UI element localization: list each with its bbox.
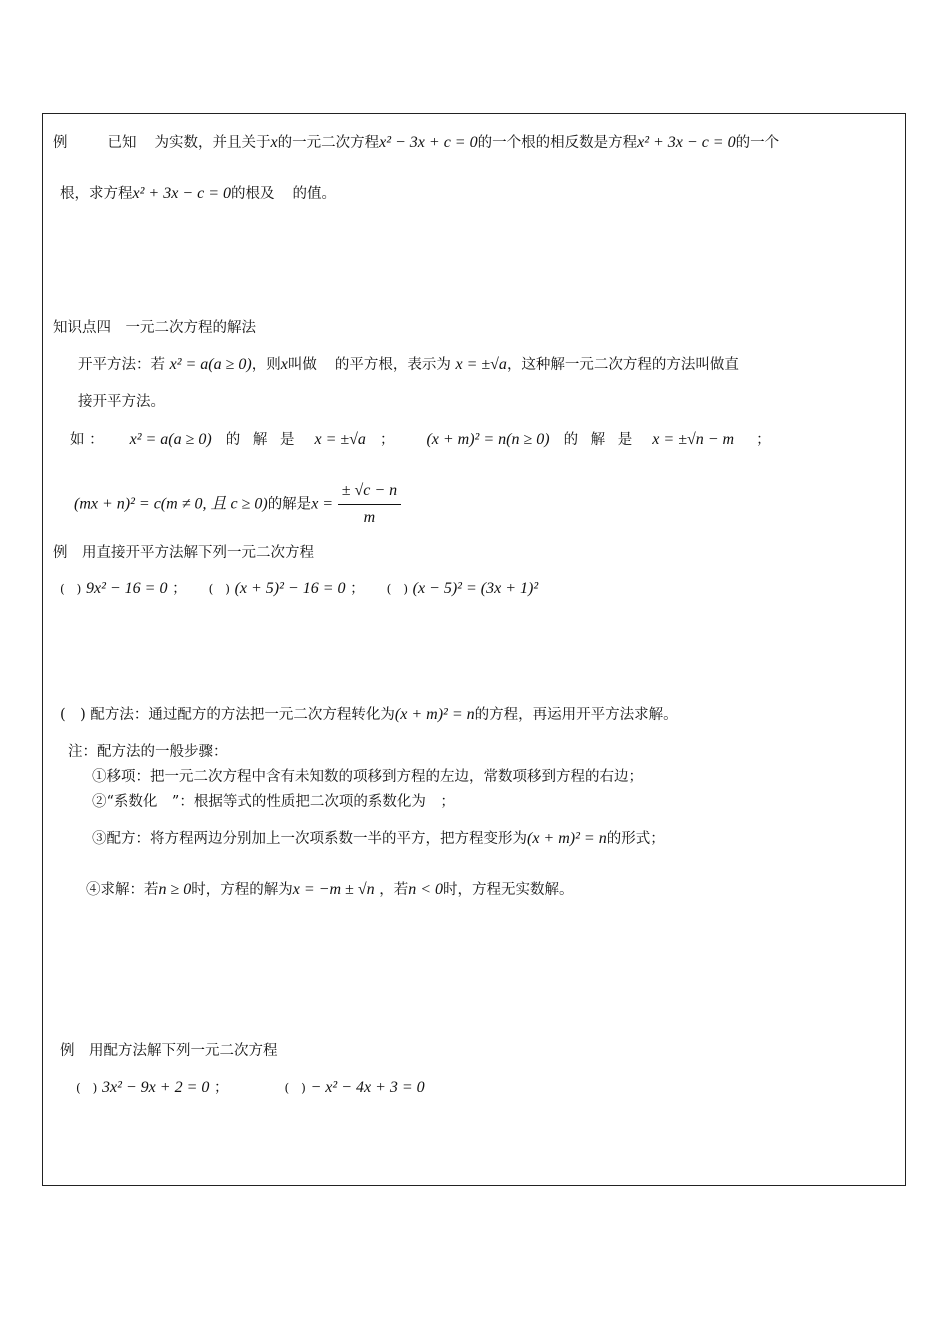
equation: x² = a(a ≥ 0) bbox=[129, 431, 212, 448]
equation: (x + 5)² − 16 = 0 bbox=[234, 580, 346, 597]
text: 根，求方程 bbox=[60, 186, 133, 202]
equation: (mx + n)² = c(m ≠ 0, 且 c ≥ 0) bbox=[74, 495, 268, 513]
problem-number: ( ) bbox=[208, 582, 230, 596]
equation: x = −m ± √n bbox=[292, 881, 375, 898]
text: 的方程，再运用开平方法求解。 bbox=[474, 707, 678, 723]
text: 时，方程的解为 bbox=[191, 882, 293, 898]
example-1-line-1 bbox=[53, 133, 779, 153]
equation: x = ±√a bbox=[314, 431, 366, 448]
text: 的一个根的相反数是方程 bbox=[477, 135, 638, 151]
fraction-numerator: ± √c − n bbox=[338, 480, 401, 505]
text: 如 ： bbox=[70, 432, 104, 448]
text: 的 解 是 bbox=[563, 432, 637, 448]
variable-x: x bbox=[270, 134, 278, 151]
equation: x² = a(a ≥ 0) bbox=[169, 356, 252, 373]
equation: x = ±√a bbox=[455, 356, 507, 373]
step-1: ①移项：把一元二次方程中含有未知数的项移到方程的左边，常数项移到方程的右边； bbox=[92, 769, 643, 785]
text: ( ) 配方法：通过配方的方法把一元二次方程转化为 bbox=[60, 707, 395, 723]
text: 的一元二次方程 bbox=[277, 135, 380, 151]
text: ，这种解一元二次方程的方法叫做直 bbox=[506, 357, 739, 373]
equation: 3x² − 9x + 2 = 0 bbox=[101, 1079, 210, 1096]
example-3-title: 例 用配方法解下列一元二次方程 bbox=[60, 1043, 278, 1059]
text: 的根及 bbox=[231, 186, 275, 202]
equation: (x + m)² = n(n ≥ 0) bbox=[426, 431, 550, 448]
text: ④求解：若 bbox=[86, 882, 159, 898]
equation-1: x² − 3x + c = 0 bbox=[379, 134, 478, 151]
text: 叫做 bbox=[287, 357, 317, 373]
fraction-denominator: m bbox=[363, 509, 376, 526]
content-frame bbox=[42, 113, 906, 1186]
equation: (x + m)² = n bbox=[394, 706, 475, 723]
section-title: 知识点四 一元二次方程的解法 bbox=[53, 320, 256, 336]
equation: − x² − 4x + 3 = 0 bbox=[310, 1079, 425, 1096]
text: ； bbox=[172, 581, 187, 597]
fraction bbox=[338, 480, 401, 529]
note: 注：配方法的一般步骤： bbox=[68, 744, 228, 760]
example-1-line-2 bbox=[60, 184, 336, 204]
equation: 9x² − 16 = 0 bbox=[85, 580, 168, 597]
text: ； bbox=[756, 432, 771, 448]
kp4-line-2: 接开平方法。 bbox=[78, 394, 165, 410]
kp4-line-1 bbox=[78, 355, 739, 375]
example-2-problems bbox=[60, 579, 538, 599]
variable-x: x bbox=[280, 356, 288, 373]
completing-square-line bbox=[60, 705, 678, 725]
text: ，若 bbox=[379, 882, 409, 898]
problem-number: ( ) bbox=[284, 1081, 306, 1095]
text: 的解是 bbox=[267, 496, 312, 513]
equation: (x − 5)² = (3x + 1)² bbox=[412, 580, 539, 597]
equation: n < 0 bbox=[408, 881, 443, 898]
example-label: 例 bbox=[53, 135, 68, 151]
text: ； bbox=[379, 432, 395, 448]
equation: x = ±√n − m bbox=[652, 431, 735, 448]
problem-number: ( ) bbox=[60, 582, 82, 596]
text: ； bbox=[350, 581, 365, 597]
kp4-line-3 bbox=[70, 430, 771, 450]
problem-number: ( ) bbox=[76, 1081, 98, 1095]
text: ，则 bbox=[251, 357, 281, 373]
kp4-line-4 bbox=[74, 480, 401, 529]
step-4 bbox=[86, 880, 574, 900]
text: 为实数，并且关于 bbox=[154, 135, 271, 151]
text: 时，方程无实数解。 bbox=[443, 882, 574, 898]
step-3 bbox=[92, 829, 665, 849]
equation-2: x² + 3x − c = 0 bbox=[132, 185, 231, 202]
text: ； bbox=[213, 1080, 229, 1096]
text: 的平方根，表示为 bbox=[334, 357, 451, 373]
text: 的形式； bbox=[606, 831, 665, 847]
text: 已知 bbox=[107, 135, 137, 151]
equation-2: x² + 3x − c = 0 bbox=[637, 134, 736, 151]
text: ③配方：将方程两边分别加上一次项系数一半的平方，把方程变形为 bbox=[92, 831, 527, 847]
text: 的值。 bbox=[292, 186, 336, 202]
text: 的 解 是 bbox=[225, 432, 299, 448]
equation: (x + m)² = n bbox=[527, 830, 607, 847]
equation: x = bbox=[311, 495, 334, 513]
text: 开平方法：若 bbox=[78, 357, 165, 373]
problem-number: ( ) bbox=[386, 582, 409, 596]
example-3-problems bbox=[76, 1078, 425, 1098]
equation: n ≥ 0 bbox=[158, 881, 192, 898]
example-2-title: 例 用直接开平方法解下列一元二次方程 bbox=[53, 545, 314, 561]
text: 的一个 bbox=[735, 135, 780, 151]
step-2: ②“系数化 ”：根据等式的性质把二次项的系数化为 ； bbox=[92, 794, 455, 810]
